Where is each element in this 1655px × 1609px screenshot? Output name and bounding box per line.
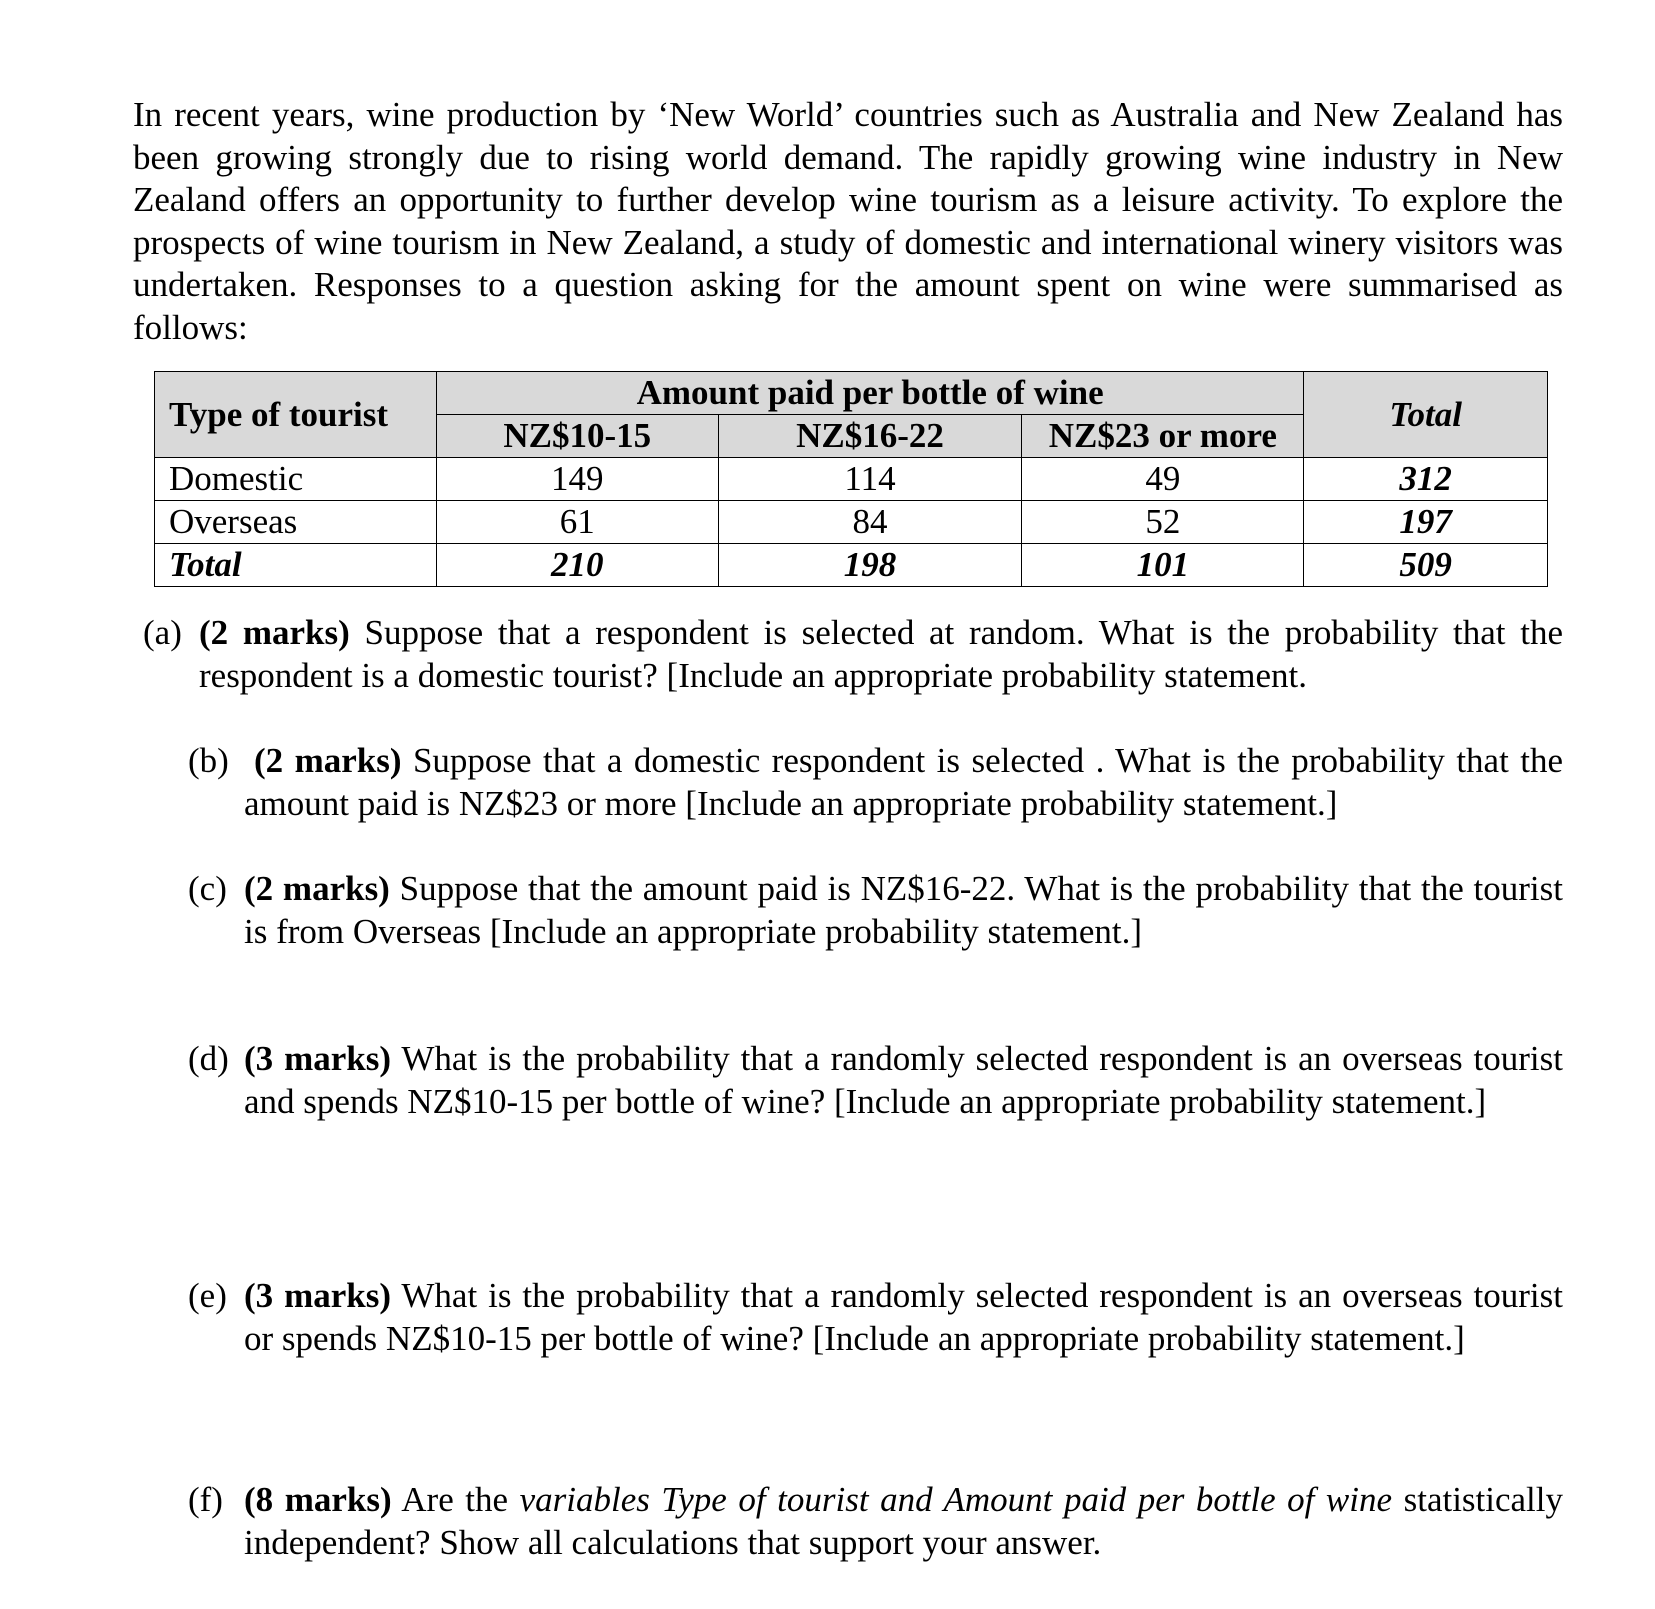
column-header-23-or-more: NZ$23 or more: [1022, 415, 1304, 458]
question-body: [188, 1479, 1563, 1564]
question-label: (f): [188, 1480, 223, 1519]
question-marks: (2 marks): [254, 741, 402, 780]
question-f: [188, 1479, 1563, 1564]
question-label: (d): [188, 1039, 229, 1078]
question-text: What is the probability that a randomly selected respondent is an overseas tourist and spends NZ$10-15 per bottle of wine? [Include an appropriate probability statement.]: [244, 1039, 1564, 1121]
question-label: (b): [188, 741, 229, 780]
question-body: [188, 740, 1563, 825]
row-total-cell: 312: [1304, 458, 1548, 501]
question-c: [188, 868, 1563, 953]
question-text: What is the probability that a randomly selected respondent is an overseas tourist or spends NZ$10-15 per bottle of wine? [Include an appropriate probability statement.]: [244, 1276, 1564, 1358]
question-marks: (3 marks): [244, 1276, 392, 1315]
question-marks: (2 marks): [199, 613, 350, 652]
cell: 84: [718, 501, 1022, 544]
column-header-10-15: NZ$10-15: [436, 415, 718, 458]
question-e: [188, 1275, 1563, 1360]
question-body: [188, 1275, 1563, 1360]
question-b: [188, 740, 1563, 825]
question-text-suffix: statistically independent? Show all calculations that support your answer.: [244, 1480, 1564, 1562]
row-label-overseas: Overseas: [155, 501, 437, 544]
wine-spending-table: [154, 371, 1548, 587]
cell: 52: [1022, 501, 1304, 544]
question-text: Suppose that a domestic respondent is selected . What is the probability that the amount paid is NZ$23 or more [Include an appropriate probability statement.]: [244, 741, 1563, 823]
column-total-cell: 101: [1022, 544, 1304, 587]
table-row: [155, 501, 1548, 544]
question-a: [143, 612, 1563, 697]
row-label-total: Total: [155, 544, 437, 587]
row-header-type-of-tourist: Type of tourist: [155, 372, 437, 458]
cell: 49: [1022, 458, 1304, 501]
question-body: [188, 1038, 1563, 1123]
column-total-cell: 210: [436, 544, 718, 587]
intro-paragraph: In recent years, wine production by ‘New World’ countries such as Australia and New Zealand has been growing strongly due to rising world demand. The rapidly growing wine industry in New Zealand offers an opportunity to further develop wine tourism as a leisure activity. To explore the prospects of wine tourism in New Zealand, a study of domestic and international winery visitors was undertaken. Responses to a question asking for the amount spent on wine were summarised as follows:: [133, 95, 1563, 347]
question-label: (e): [188, 1276, 227, 1315]
question-text: Suppose that the amount paid is NZ$16-22. What is the probability that the tourist is from Overseas [Include an appropriate probability statement.]: [244, 869, 1563, 951]
row-label-domestic: Domestic: [155, 458, 437, 501]
cell: 149: [436, 458, 718, 501]
table-total-row: [155, 544, 1548, 587]
question-marks: (2 marks): [244, 869, 390, 908]
question-text: Suppose that a respondent is selected at random. What is the probability that the respondent is a domestic tourist? [Include an appropriate probability statement.: [199, 613, 1563, 695]
question-text-prefix: Are the: [401, 1480, 520, 1519]
table-row: [155, 458, 1548, 501]
grand-total-cell: 509: [1304, 544, 1548, 587]
column-header-16-22: NZ$16-22: [718, 415, 1022, 458]
group-header-amount-paid: Amount paid per bottle of wine: [436, 372, 1303, 415]
question-label: (c): [188, 869, 227, 908]
cell: 114: [718, 458, 1022, 501]
column-total-cell: 198: [718, 544, 1022, 587]
row-total-cell: 197: [1304, 501, 1548, 544]
question-text-variables: variables Type of tourist and Amount paid per bottle of wine: [519, 1480, 1393, 1519]
question-body: [143, 612, 1563, 697]
question-label: (a): [143, 613, 182, 652]
question-marks: (3 marks): [244, 1039, 392, 1078]
question-marks: (8 marks): [244, 1480, 392, 1519]
question-d: [188, 1038, 1563, 1123]
total-column-header: Total: [1304, 372, 1548, 458]
cell: 61: [436, 501, 718, 544]
question-body: [188, 868, 1563, 953]
